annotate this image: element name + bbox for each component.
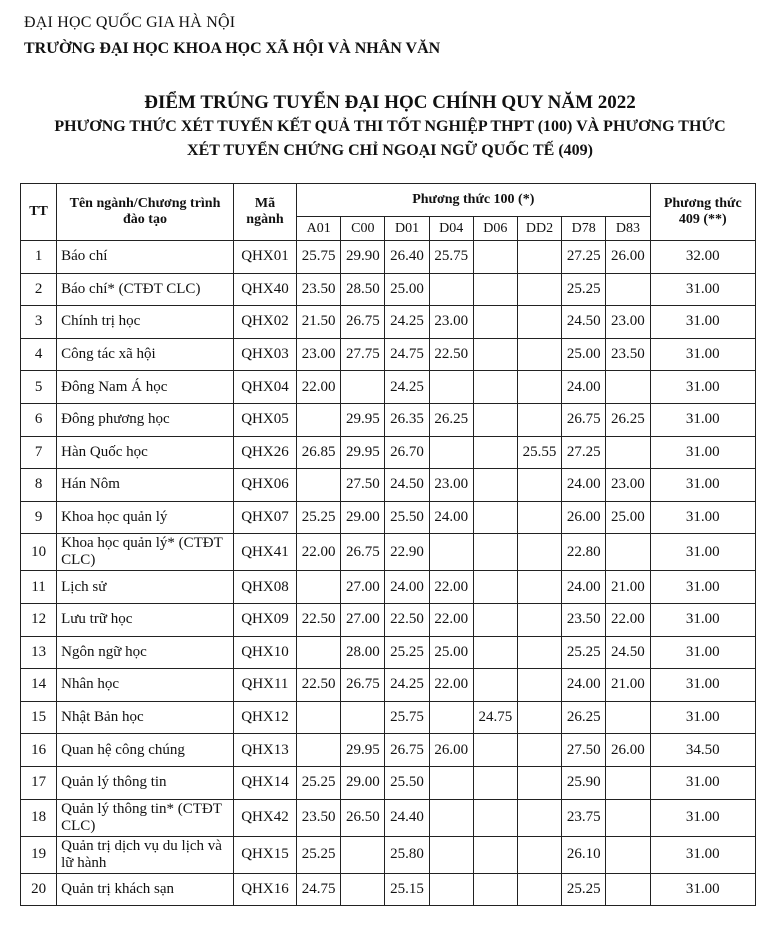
program-name: Đông phương học xyxy=(57,403,234,436)
score-d83: 23.00 xyxy=(606,469,650,502)
score-c00: 29.95 xyxy=(341,403,385,436)
score-d04 xyxy=(429,799,473,836)
table-row xyxy=(21,338,756,371)
score-d04: 24.00 xyxy=(429,501,473,534)
score-d04 xyxy=(429,436,473,469)
program-name: Quản lý thông tin* (CTĐT CLC) xyxy=(57,799,234,836)
score-d04: 25.00 xyxy=(429,636,473,669)
row-index: 17 xyxy=(21,766,57,799)
score-d83 xyxy=(606,836,650,873)
score-d04: 22.50 xyxy=(429,338,473,371)
score-dd2 xyxy=(517,734,561,767)
score-d78: 23.75 xyxy=(562,799,606,836)
score-a01 xyxy=(297,403,341,436)
score-d01: 25.15 xyxy=(385,873,429,906)
row-index: 15 xyxy=(21,701,57,734)
score-d78: 25.00 xyxy=(562,338,606,371)
header-program-name: Tên ngành/Chương trình đào tạo xyxy=(57,184,234,241)
score-c00: 28.50 xyxy=(341,273,385,306)
score-d78: 25.90 xyxy=(562,766,606,799)
header-method-100: Phương thức 100 (*) xyxy=(297,184,650,217)
program-name: Chính trị học xyxy=(57,306,234,339)
subject-header: DD2 xyxy=(517,217,561,241)
program-name: Đông Nam Á học xyxy=(57,371,234,404)
table-row xyxy=(21,799,756,836)
score-d01: 26.70 xyxy=(385,436,429,469)
score-d83: 21.00 xyxy=(606,669,650,702)
score-a01: 22.50 xyxy=(297,603,341,636)
row-index: 6 xyxy=(21,403,57,436)
score-d06 xyxy=(473,669,517,702)
score-method-409: 31.00 xyxy=(650,501,755,534)
subject-header: D04 xyxy=(429,217,473,241)
row-index: 18 xyxy=(21,799,57,836)
row-index: 9 xyxy=(21,501,57,534)
header-method-409: Phương thức 409 (**) xyxy=(650,184,755,241)
score-a01: 26.85 xyxy=(297,436,341,469)
score-d78: 25.25 xyxy=(562,273,606,306)
subject-header: D06 xyxy=(473,217,517,241)
program-name: Khoa học quản lý* (CTĐT CLC) xyxy=(57,534,234,571)
score-dd2 xyxy=(517,403,561,436)
score-d06 xyxy=(473,436,517,469)
score-a01 xyxy=(297,469,341,502)
score-d83 xyxy=(606,799,650,836)
score-d06 xyxy=(473,873,517,906)
row-index: 7 xyxy=(21,436,57,469)
score-c00: 29.00 xyxy=(341,501,385,534)
score-dd2 xyxy=(517,338,561,371)
score-d04 xyxy=(429,273,473,306)
program-name: Khoa học quản lý xyxy=(57,501,234,534)
score-method-409: 31.00 xyxy=(650,836,755,873)
score-d83: 26.00 xyxy=(606,734,650,767)
row-index: 5 xyxy=(21,371,57,404)
table-row xyxy=(21,273,756,306)
program-code: QHX08 xyxy=(233,571,296,604)
score-d78: 27.25 xyxy=(562,436,606,469)
score-c00: 26.75 xyxy=(341,306,385,339)
score-d01: 25.50 xyxy=(385,766,429,799)
score-d78: 26.10 xyxy=(562,836,606,873)
score-d83 xyxy=(606,371,650,404)
score-d01: 24.25 xyxy=(385,371,429,404)
score-dd2 xyxy=(517,766,561,799)
score-d83: 26.25 xyxy=(606,403,650,436)
score-d06 xyxy=(473,501,517,534)
row-index: 2 xyxy=(21,273,57,306)
program-name: Quan hệ công chúng xyxy=(57,734,234,767)
score-d04: 22.00 xyxy=(429,669,473,702)
score-c00: 27.75 xyxy=(341,338,385,371)
score-d78: 25.25 xyxy=(562,873,606,906)
program-name: Nhân học xyxy=(57,669,234,702)
subject-header: D78 xyxy=(562,217,606,241)
table-row xyxy=(21,734,756,767)
table-row xyxy=(21,873,756,906)
score-c00: 26.50 xyxy=(341,799,385,836)
score-dd2 xyxy=(517,873,561,906)
score-d04: 22.00 xyxy=(429,603,473,636)
row-index: 13 xyxy=(21,636,57,669)
score-dd2 xyxy=(517,534,561,571)
score-dd2 xyxy=(517,669,561,702)
program-name: Quản trị dịch vụ du lịch và lữ hành xyxy=(57,836,234,873)
score-d83 xyxy=(606,436,650,469)
score-d06 xyxy=(473,273,517,306)
program-name: Quản trị khách sạn xyxy=(57,873,234,906)
row-index: 4 xyxy=(21,338,57,371)
score-dd2 xyxy=(517,799,561,836)
subject-header: D01 xyxy=(385,217,429,241)
program-code: QHX40 xyxy=(233,273,296,306)
table-row xyxy=(21,534,756,571)
row-index: 1 xyxy=(21,241,57,274)
score-method-409: 31.00 xyxy=(650,766,755,799)
score-d01: 24.25 xyxy=(385,669,429,702)
score-c00: 26.75 xyxy=(341,669,385,702)
table-row xyxy=(21,766,756,799)
program-name: Quản lý thông tin xyxy=(57,766,234,799)
score-d78: 27.25 xyxy=(562,241,606,274)
program-code: QHX26 xyxy=(233,436,296,469)
score-method-409: 31.00 xyxy=(650,371,755,404)
score-d01: 24.25 xyxy=(385,306,429,339)
program-code: QHX03 xyxy=(233,338,296,371)
subject-header: D83 xyxy=(606,217,650,241)
score-d83: 24.50 xyxy=(606,636,650,669)
score-d06 xyxy=(473,534,517,571)
score-dd2 xyxy=(517,306,561,339)
table-row xyxy=(21,241,756,274)
program-name: Hàn Quốc học xyxy=(57,436,234,469)
score-a01: 25.25 xyxy=(297,766,341,799)
score-d06 xyxy=(473,403,517,436)
score-d04: 23.00 xyxy=(429,306,473,339)
score-a01: 25.25 xyxy=(297,501,341,534)
score-d04: 25.75 xyxy=(429,241,473,274)
score-d78: 22.80 xyxy=(562,534,606,571)
score-d78: 27.50 xyxy=(562,734,606,767)
score-d01: 26.40 xyxy=(385,241,429,274)
score-d06 xyxy=(473,603,517,636)
score-method-409: 31.00 xyxy=(650,306,755,339)
table-row xyxy=(21,701,756,734)
score-d06 xyxy=(473,734,517,767)
table-row xyxy=(21,371,756,404)
score-d06 xyxy=(473,371,517,404)
program-name: Hán Nôm xyxy=(57,469,234,502)
table-row xyxy=(21,501,756,534)
score-a01 xyxy=(297,571,341,604)
table-row xyxy=(21,306,756,339)
score-d04: 26.25 xyxy=(429,403,473,436)
score-d04: 22.00 xyxy=(429,571,473,604)
score-d06: 24.75 xyxy=(473,701,517,734)
row-index: 12 xyxy=(21,603,57,636)
score-a01: 25.75 xyxy=(297,241,341,274)
score-d04 xyxy=(429,873,473,906)
score-method-409: 31.00 xyxy=(650,799,755,836)
score-dd2 xyxy=(517,701,561,734)
program-name: Ngôn ngữ học xyxy=(57,636,234,669)
score-c00: 27.00 xyxy=(341,603,385,636)
score-dd2 xyxy=(517,469,561,502)
row-index: 3 xyxy=(21,306,57,339)
program-code: QHX42 xyxy=(233,799,296,836)
score-a01: 23.50 xyxy=(297,273,341,306)
score-d83 xyxy=(606,273,650,306)
score-method-409: 31.00 xyxy=(650,636,755,669)
score-d83: 23.00 xyxy=(606,306,650,339)
score-d06 xyxy=(473,799,517,836)
program-code: QHX11 xyxy=(233,669,296,702)
document-subtitle-line1: PHƯƠNG THỨC XÉT TUYỂN KẾT QUẢ THI TỐT NGHIỆP THPT (100) VÀ PHƯƠNG THỨC xyxy=(54,118,726,135)
score-c00: 28.00 xyxy=(341,636,385,669)
score-method-409: 31.00 xyxy=(650,273,755,306)
score-d01: 26.35 xyxy=(385,403,429,436)
header-tt: TT xyxy=(21,184,57,241)
score-c00: 29.00 xyxy=(341,766,385,799)
score-d01: 25.25 xyxy=(385,636,429,669)
score-method-409: 34.50 xyxy=(650,734,755,767)
score-d83 xyxy=(606,701,650,734)
score-d78: 24.00 xyxy=(562,371,606,404)
score-d01: 26.75 xyxy=(385,734,429,767)
subject-header: A01 xyxy=(297,217,341,241)
score-c00: 27.50 xyxy=(341,469,385,502)
score-dd2 xyxy=(517,371,561,404)
score-d04 xyxy=(429,534,473,571)
score-d01: 25.75 xyxy=(385,701,429,734)
row-index: 10 xyxy=(21,534,57,571)
score-d83 xyxy=(606,534,650,571)
score-method-409: 31.00 xyxy=(650,469,755,502)
score-c00 xyxy=(341,701,385,734)
score-dd2 xyxy=(517,836,561,873)
score-a01: 25.25 xyxy=(297,836,341,873)
score-d06 xyxy=(473,469,517,502)
program-code: QHX41 xyxy=(233,534,296,571)
table-row xyxy=(21,403,756,436)
score-d01: 22.50 xyxy=(385,603,429,636)
score-method-409: 31.00 xyxy=(650,701,755,734)
program-name: Báo chí xyxy=(57,241,234,274)
score-d06 xyxy=(473,836,517,873)
table-row xyxy=(21,603,756,636)
score-a01: 22.00 xyxy=(297,371,341,404)
score-c00 xyxy=(341,873,385,906)
score-method-409: 32.00 xyxy=(650,241,755,274)
table-row xyxy=(21,571,756,604)
program-name: Báo chí* (CTĐT CLC) xyxy=(57,273,234,306)
row-index: 14 xyxy=(21,669,57,702)
score-a01: 22.50 xyxy=(297,669,341,702)
program-code: QHX07 xyxy=(233,501,296,534)
score-d78: 26.75 xyxy=(562,403,606,436)
score-table xyxy=(20,183,756,906)
school-name: TRƯỜNG ĐẠI HỌC KHOA HỌC XÃ HỘI VÀ NHÂN VĂN xyxy=(24,40,441,57)
subject-header: C00 xyxy=(341,217,385,241)
score-d78: 24.00 xyxy=(562,469,606,502)
score-d06 xyxy=(473,766,517,799)
score-d06 xyxy=(473,338,517,371)
score-dd2 xyxy=(517,571,561,604)
score-d04: 26.00 xyxy=(429,734,473,767)
score-d01: 25.50 xyxy=(385,501,429,534)
row-index: 16 xyxy=(21,734,57,767)
table-row xyxy=(21,669,756,702)
score-d78: 24.00 xyxy=(562,571,606,604)
document-title: ĐIỂM TRÚNG TUYỂN ĐẠI HỌC CHÍNH QUY NĂM 2022 xyxy=(144,92,636,113)
score-a01: 22.00 xyxy=(297,534,341,571)
score-method-409: 31.00 xyxy=(650,571,755,604)
score-method-409: 31.00 xyxy=(650,436,755,469)
table-row xyxy=(21,469,756,502)
row-index: 19 xyxy=(21,836,57,873)
score-dd2 xyxy=(517,241,561,274)
score-d01: 24.50 xyxy=(385,469,429,502)
score-dd2 xyxy=(517,273,561,306)
score-d83: 23.50 xyxy=(606,338,650,371)
score-d01: 24.00 xyxy=(385,571,429,604)
table-row xyxy=(21,836,756,873)
score-d01: 25.80 xyxy=(385,836,429,873)
score-d78: 23.50 xyxy=(562,603,606,636)
institution-name: ĐẠI HỌC QUỐC GIA HÀ NỘI xyxy=(24,14,236,31)
score-c00: 29.95 xyxy=(341,734,385,767)
score-c00: 29.95 xyxy=(341,436,385,469)
score-dd2 xyxy=(517,501,561,534)
score-c00 xyxy=(341,371,385,404)
row-index: 8 xyxy=(21,469,57,502)
score-d01: 24.40 xyxy=(385,799,429,836)
program-code: QHX12 xyxy=(233,701,296,734)
score-d83 xyxy=(606,873,650,906)
program-code: QHX04 xyxy=(233,371,296,404)
score-d06 xyxy=(473,636,517,669)
score-d83: 26.00 xyxy=(606,241,650,274)
row-index: 11 xyxy=(21,571,57,604)
score-a01: 21.50 xyxy=(297,306,341,339)
score-method-409: 31.00 xyxy=(650,603,755,636)
score-method-409: 31.00 xyxy=(650,338,755,371)
program-code: QHX13 xyxy=(233,734,296,767)
score-d78: 26.00 xyxy=(562,501,606,534)
score-dd2 xyxy=(517,636,561,669)
program-code: QHX10 xyxy=(233,636,296,669)
program-code: QHX01 xyxy=(233,241,296,274)
score-a01: 23.00 xyxy=(297,338,341,371)
score-c00: 29.90 xyxy=(341,241,385,274)
header-program-code: Mã ngành xyxy=(233,184,296,241)
score-d04 xyxy=(429,836,473,873)
program-name: Lưu trữ học xyxy=(57,603,234,636)
program-name: Nhật Bản học xyxy=(57,701,234,734)
score-d78: 24.50 xyxy=(562,306,606,339)
score-d04 xyxy=(429,766,473,799)
score-d83: 21.00 xyxy=(606,571,650,604)
table-row xyxy=(21,636,756,669)
program-name: Lịch sử xyxy=(57,571,234,604)
score-d83: 22.00 xyxy=(606,603,650,636)
row-index: 20 xyxy=(21,873,57,906)
program-code: QHX06 xyxy=(233,469,296,502)
document-subtitle-line2: XÉT TUYỂN CHỨNG CHỈ NGOẠI NGỮ QUỐC TẾ (409) xyxy=(187,142,593,159)
score-d04 xyxy=(429,371,473,404)
score-a01 xyxy=(297,734,341,767)
score-c00: 27.00 xyxy=(341,571,385,604)
program-name: Công tác xã hội xyxy=(57,338,234,371)
score-d01: 25.00 xyxy=(385,273,429,306)
program-code: QHX09 xyxy=(233,603,296,636)
score-d06 xyxy=(473,241,517,274)
program-code: QHX16 xyxy=(233,873,296,906)
score-d06 xyxy=(473,571,517,604)
score-a01: 24.75 xyxy=(297,873,341,906)
score-d04 xyxy=(429,701,473,734)
score-dd2 xyxy=(517,603,561,636)
score-c00: 26.75 xyxy=(341,534,385,571)
score-method-409: 31.00 xyxy=(650,534,755,571)
score-a01 xyxy=(297,701,341,734)
table-row xyxy=(21,436,756,469)
score-dd2: 25.55 xyxy=(517,436,561,469)
score-d06 xyxy=(473,306,517,339)
score-method-409: 31.00 xyxy=(650,669,755,702)
program-code: QHX02 xyxy=(233,306,296,339)
score-d78: 25.25 xyxy=(562,636,606,669)
program-code: QHX15 xyxy=(233,836,296,873)
program-code: QHX14 xyxy=(233,766,296,799)
score-c00 xyxy=(341,836,385,873)
score-method-409: 31.00 xyxy=(650,873,755,906)
score-d78: 26.25 xyxy=(562,701,606,734)
program-code: QHX05 xyxy=(233,403,296,436)
score-d78: 24.00 xyxy=(562,669,606,702)
score-method-409: 31.00 xyxy=(650,403,755,436)
score-d01: 22.90 xyxy=(385,534,429,571)
score-d83: 25.00 xyxy=(606,501,650,534)
score-a01 xyxy=(297,636,341,669)
score-d01: 24.75 xyxy=(385,338,429,371)
score-d04: 23.00 xyxy=(429,469,473,502)
score-a01: 23.50 xyxy=(297,799,341,836)
score-d83 xyxy=(606,766,650,799)
